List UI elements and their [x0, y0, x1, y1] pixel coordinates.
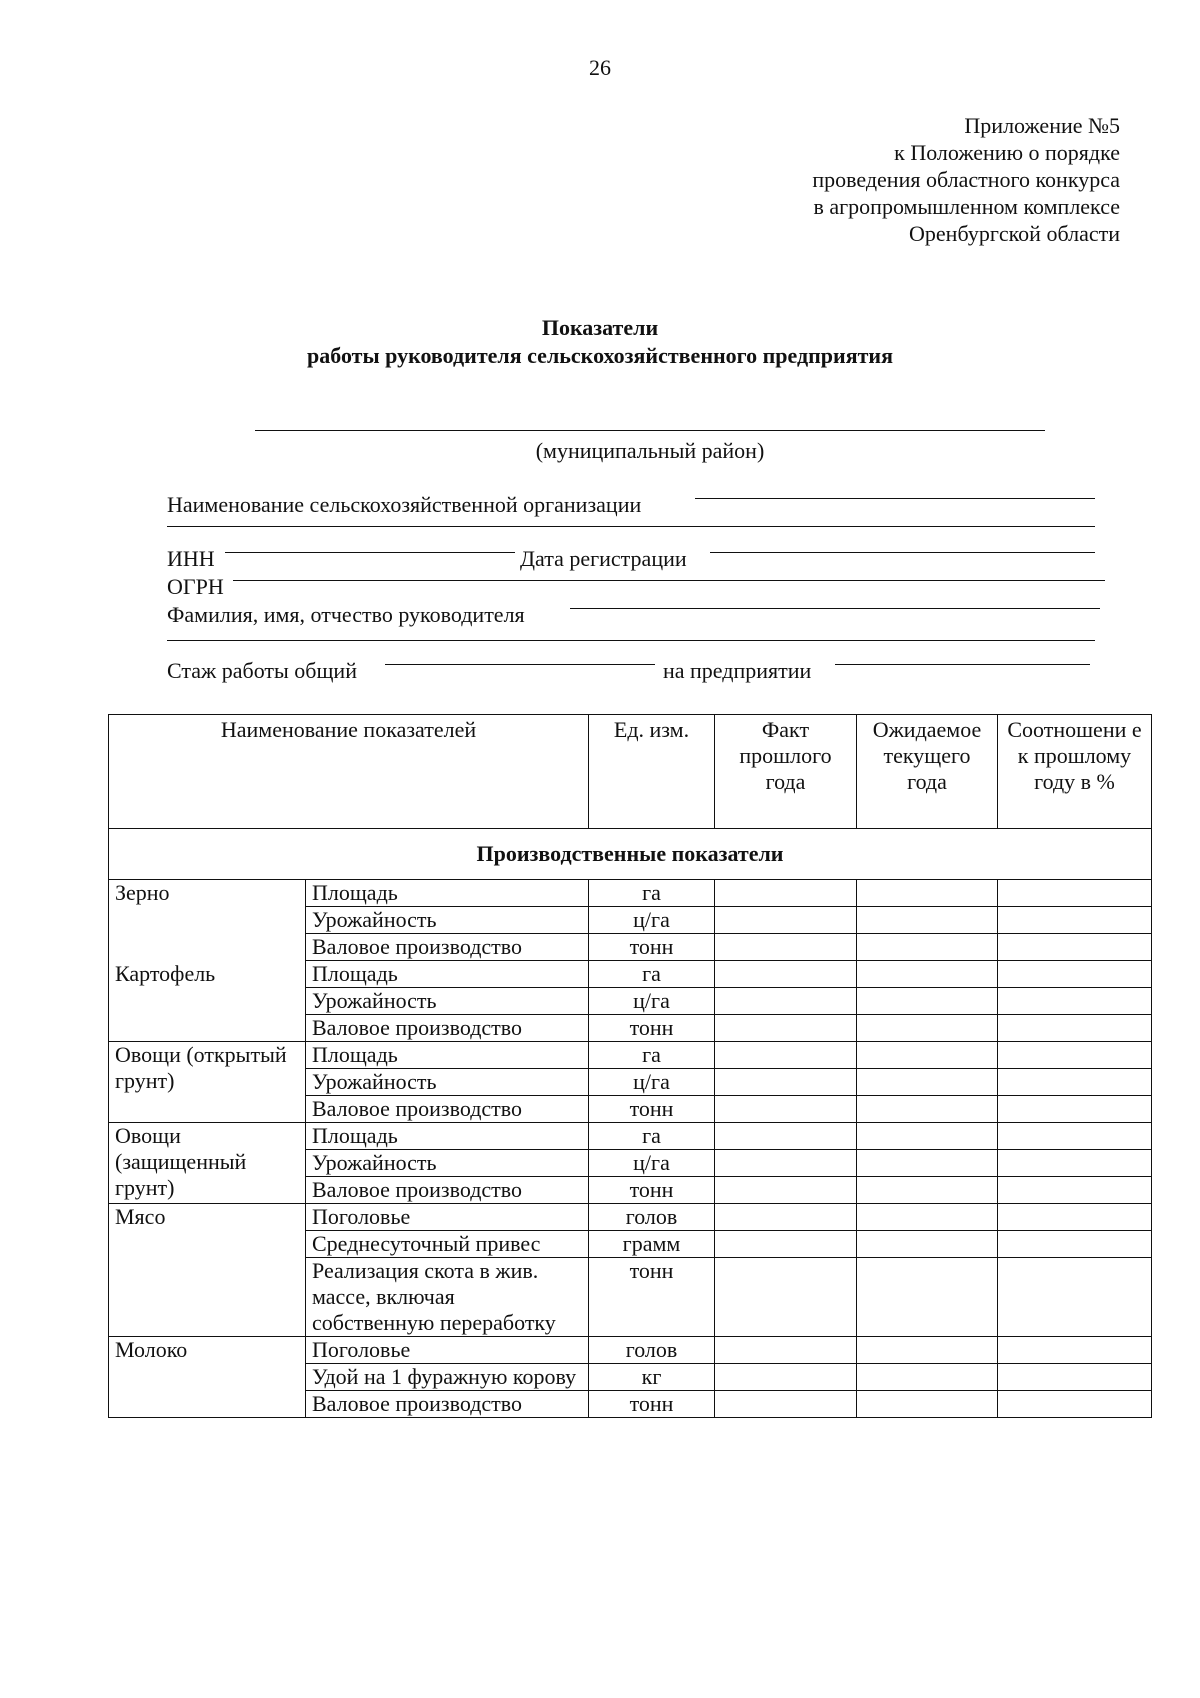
- ratio-cell[interactable]: [998, 1015, 1152, 1042]
- unit-cell: тонн: [589, 1177, 715, 1204]
- fact-cell[interactable]: [715, 880, 857, 907]
- ratio-cell[interactable]: [998, 934, 1152, 961]
- title-line-2: работы руководителя сельскохозяйственного предприятия: [307, 343, 893, 368]
- group-grain: Зерно: [109, 880, 306, 961]
- fact-cell[interactable]: [715, 1337, 857, 1364]
- head-name-blank-2[interactable]: [167, 640, 1095, 641]
- indicator-cell: Валовое производство: [306, 1177, 589, 1204]
- experience-blank[interactable]: [385, 664, 655, 665]
- group-veg-protected: Овощи (защищенный грунт): [109, 1123, 306, 1204]
- ratio-cell[interactable]: [998, 1177, 1152, 1204]
- ratio-cell[interactable]: [998, 1258, 1152, 1337]
- ratio-cell[interactable]: [998, 1150, 1152, 1177]
- expected-cell[interactable]: [857, 907, 998, 934]
- indicator-cell: Поголовье: [306, 1204, 589, 1231]
- expected-cell[interactable]: [857, 1015, 998, 1042]
- indicator-cell: Урожайность: [306, 907, 589, 934]
- group-milk: Молоко: [109, 1337, 306, 1418]
- expected-cell[interactable]: [857, 934, 998, 961]
- indicator-cell: Площадь: [306, 1123, 589, 1150]
- ratio-cell[interactable]: [998, 1231, 1152, 1258]
- fact-cell[interactable]: [715, 1231, 857, 1258]
- unit-cell: грамм: [589, 1231, 715, 1258]
- expected-cell[interactable]: [857, 1042, 998, 1069]
- expected-cell[interactable]: [857, 1123, 998, 1150]
- fact-cell[interactable]: [715, 934, 857, 961]
- group-potato: Картофель: [109, 961, 306, 1042]
- unit-cell: ц/га: [589, 907, 715, 934]
- ratio-cell[interactable]: [998, 1337, 1152, 1364]
- ratio-cell[interactable]: [998, 1391, 1152, 1418]
- expected-cell[interactable]: [857, 880, 998, 907]
- indicator-cell: Среднесуточный привес: [306, 1231, 589, 1258]
- unit-cell: га: [589, 1042, 715, 1069]
- appendix-line: Оренбургской области: [909, 221, 1120, 246]
- group-meat: Мясо: [109, 1204, 306, 1337]
- experience-label: Стаж работы общий: [167, 658, 357, 683]
- inn-blank[interactable]: [225, 552, 515, 553]
- ratio-cell[interactable]: [998, 1069, 1152, 1096]
- head-name-label: Фамилия, имя, отчество руководителя: [167, 602, 525, 627]
- ogrn-blank[interactable]: [233, 580, 1105, 581]
- indicator-cell: Площадь: [306, 1042, 589, 1069]
- indicator-cell: Валовое производство: [306, 934, 589, 961]
- page-number: 26: [589, 55, 611, 80]
- fact-cell[interactable]: [715, 1042, 857, 1069]
- indicator-cell: Реализация скота в жив. массе, включая собственную переработку: [306, 1258, 589, 1337]
- appendix-line: Приложение №5: [964, 113, 1120, 138]
- indicator-cell: Урожайность: [306, 1069, 589, 1096]
- district-blank-line[interactable]: [255, 430, 1045, 431]
- table-row: [109, 1337, 1152, 1364]
- org-name-blank-2[interactable]: [167, 526, 1095, 527]
- fact-cell[interactable]: [715, 1204, 857, 1231]
- reg-date-blank[interactable]: [710, 552, 1095, 553]
- indicator-cell: Площадь: [306, 961, 589, 988]
- header-fact: Факт прошлого года: [715, 715, 857, 829]
- unit-cell: га: [589, 961, 715, 988]
- indicator-cell: Валовое производство: [306, 1015, 589, 1042]
- fact-cell[interactable]: [715, 1096, 857, 1123]
- fact-cell[interactable]: [715, 988, 857, 1015]
- ratio-cell[interactable]: [998, 880, 1152, 907]
- expected-cell[interactable]: [857, 1337, 998, 1364]
- table-row: [109, 1042, 1152, 1069]
- section-row: [109, 829, 1152, 880]
- expected-cell[interactable]: [857, 1258, 998, 1337]
- group-veg-open: Овощи (открытый грунт): [109, 1042, 306, 1123]
- expected-cell[interactable]: [857, 1096, 998, 1123]
- fact-cell[interactable]: [715, 1364, 857, 1391]
- table-row: [109, 961, 1152, 988]
- unit-cell: га: [589, 1123, 715, 1150]
- unit-cell: тонн: [589, 1015, 715, 1042]
- unit-cell: ц/га: [589, 1150, 715, 1177]
- reg-date-label: Дата регистрации: [520, 546, 687, 571]
- indicators-table: [108, 714, 1152, 1418]
- ratio-cell[interactable]: [998, 1204, 1152, 1231]
- title-line-1: Показатели: [541, 315, 659, 340]
- ratio-cell[interactable]: [998, 1123, 1152, 1150]
- fact-cell[interactable]: [715, 1069, 857, 1096]
- ratio-cell[interactable]: [998, 1042, 1152, 1069]
- unit-cell: голов: [589, 1337, 715, 1364]
- expected-cell[interactable]: [857, 961, 998, 988]
- fact-cell[interactable]: [715, 961, 857, 988]
- ratio-cell[interactable]: [998, 1096, 1152, 1123]
- indicator-cell: Поголовье: [306, 1337, 589, 1364]
- org-name-label: Наименование сельскохозяйственной организации: [167, 492, 642, 517]
- district-caption: (муниципальный район): [535, 438, 765, 463]
- appendix-line: в агропромышленном комплексе: [813, 194, 1120, 219]
- header-name: Наименование показателей: [109, 715, 589, 829]
- unit-cell: тонн: [589, 934, 715, 961]
- indicator-cell: Урожайность: [306, 1150, 589, 1177]
- table-header-row: [109, 715, 1152, 829]
- fact-cell[interactable]: [715, 1258, 857, 1337]
- head-name-blank[interactable]: [570, 608, 1100, 609]
- at-enterprise-blank[interactable]: [835, 664, 1090, 665]
- header-expected: Ожидаемое текущего года: [857, 715, 998, 829]
- unit-cell: тонн: [589, 1258, 715, 1337]
- indicator-cell: Валовое производство: [306, 1391, 589, 1418]
- fact-cell[interactable]: [715, 1123, 857, 1150]
- document-title: [0, 314, 1200, 370]
- fact-cell[interactable]: [715, 1015, 857, 1042]
- indicator-cell: Площадь: [306, 880, 589, 907]
- indicator-cell: Удой на 1 фуражную корову: [306, 1364, 589, 1391]
- unit-cell: тонн: [589, 1096, 715, 1123]
- expected-cell[interactable]: [857, 1391, 998, 1418]
- expected-cell[interactable]: [857, 1364, 998, 1391]
- appendix-line: проведения областного конкурса: [812, 167, 1120, 192]
- table-row: [109, 1123, 1152, 1150]
- fact-cell[interactable]: [715, 1150, 857, 1177]
- unit-cell: ц/га: [589, 988, 715, 1015]
- org-name-blank[interactable]: [695, 498, 1095, 499]
- expected-cell[interactable]: [857, 1150, 998, 1177]
- table-row: [109, 880, 1152, 907]
- ratio-cell[interactable]: [998, 961, 1152, 988]
- at-enterprise-label: на предприятии: [663, 658, 812, 683]
- ratio-cell[interactable]: [998, 988, 1152, 1015]
- expected-cell[interactable]: [857, 988, 998, 1015]
- unit-cell: голов: [589, 1204, 715, 1231]
- appendix-line: к Положению о порядке: [894, 140, 1120, 165]
- section-title: Производственные показатели: [109, 829, 1152, 880]
- indicator-cell: Валовое производство: [306, 1096, 589, 1123]
- appendix-note: [812, 112, 1120, 247]
- fact-cell[interactable]: [715, 1177, 857, 1204]
- unit-cell: ц/га: [589, 1069, 715, 1096]
- indicator-cell: Урожайность: [306, 988, 589, 1015]
- ratio-cell[interactable]: [998, 1364, 1152, 1391]
- unit-cell: га: [589, 880, 715, 907]
- expected-cell[interactable]: [857, 1069, 998, 1096]
- unit-cell: кг: [589, 1364, 715, 1391]
- table-row: [109, 1204, 1152, 1231]
- ogrn-label: ОГРН: [167, 574, 224, 599]
- fact-cell[interactable]: [715, 1391, 857, 1418]
- header-ratio: Соотношени е к прошлому году в %: [998, 715, 1152, 829]
- inn-label: ИНН: [167, 546, 215, 571]
- expected-cell[interactable]: [857, 1204, 998, 1231]
- unit-cell: тонн: [589, 1391, 715, 1418]
- expected-cell[interactable]: [857, 1231, 998, 1258]
- header-unit: Ед. изм.: [589, 715, 715, 829]
- fact-cell[interactable]: [715, 907, 857, 934]
- ratio-cell[interactable]: [998, 907, 1152, 934]
- expected-cell[interactable]: [857, 1177, 998, 1204]
